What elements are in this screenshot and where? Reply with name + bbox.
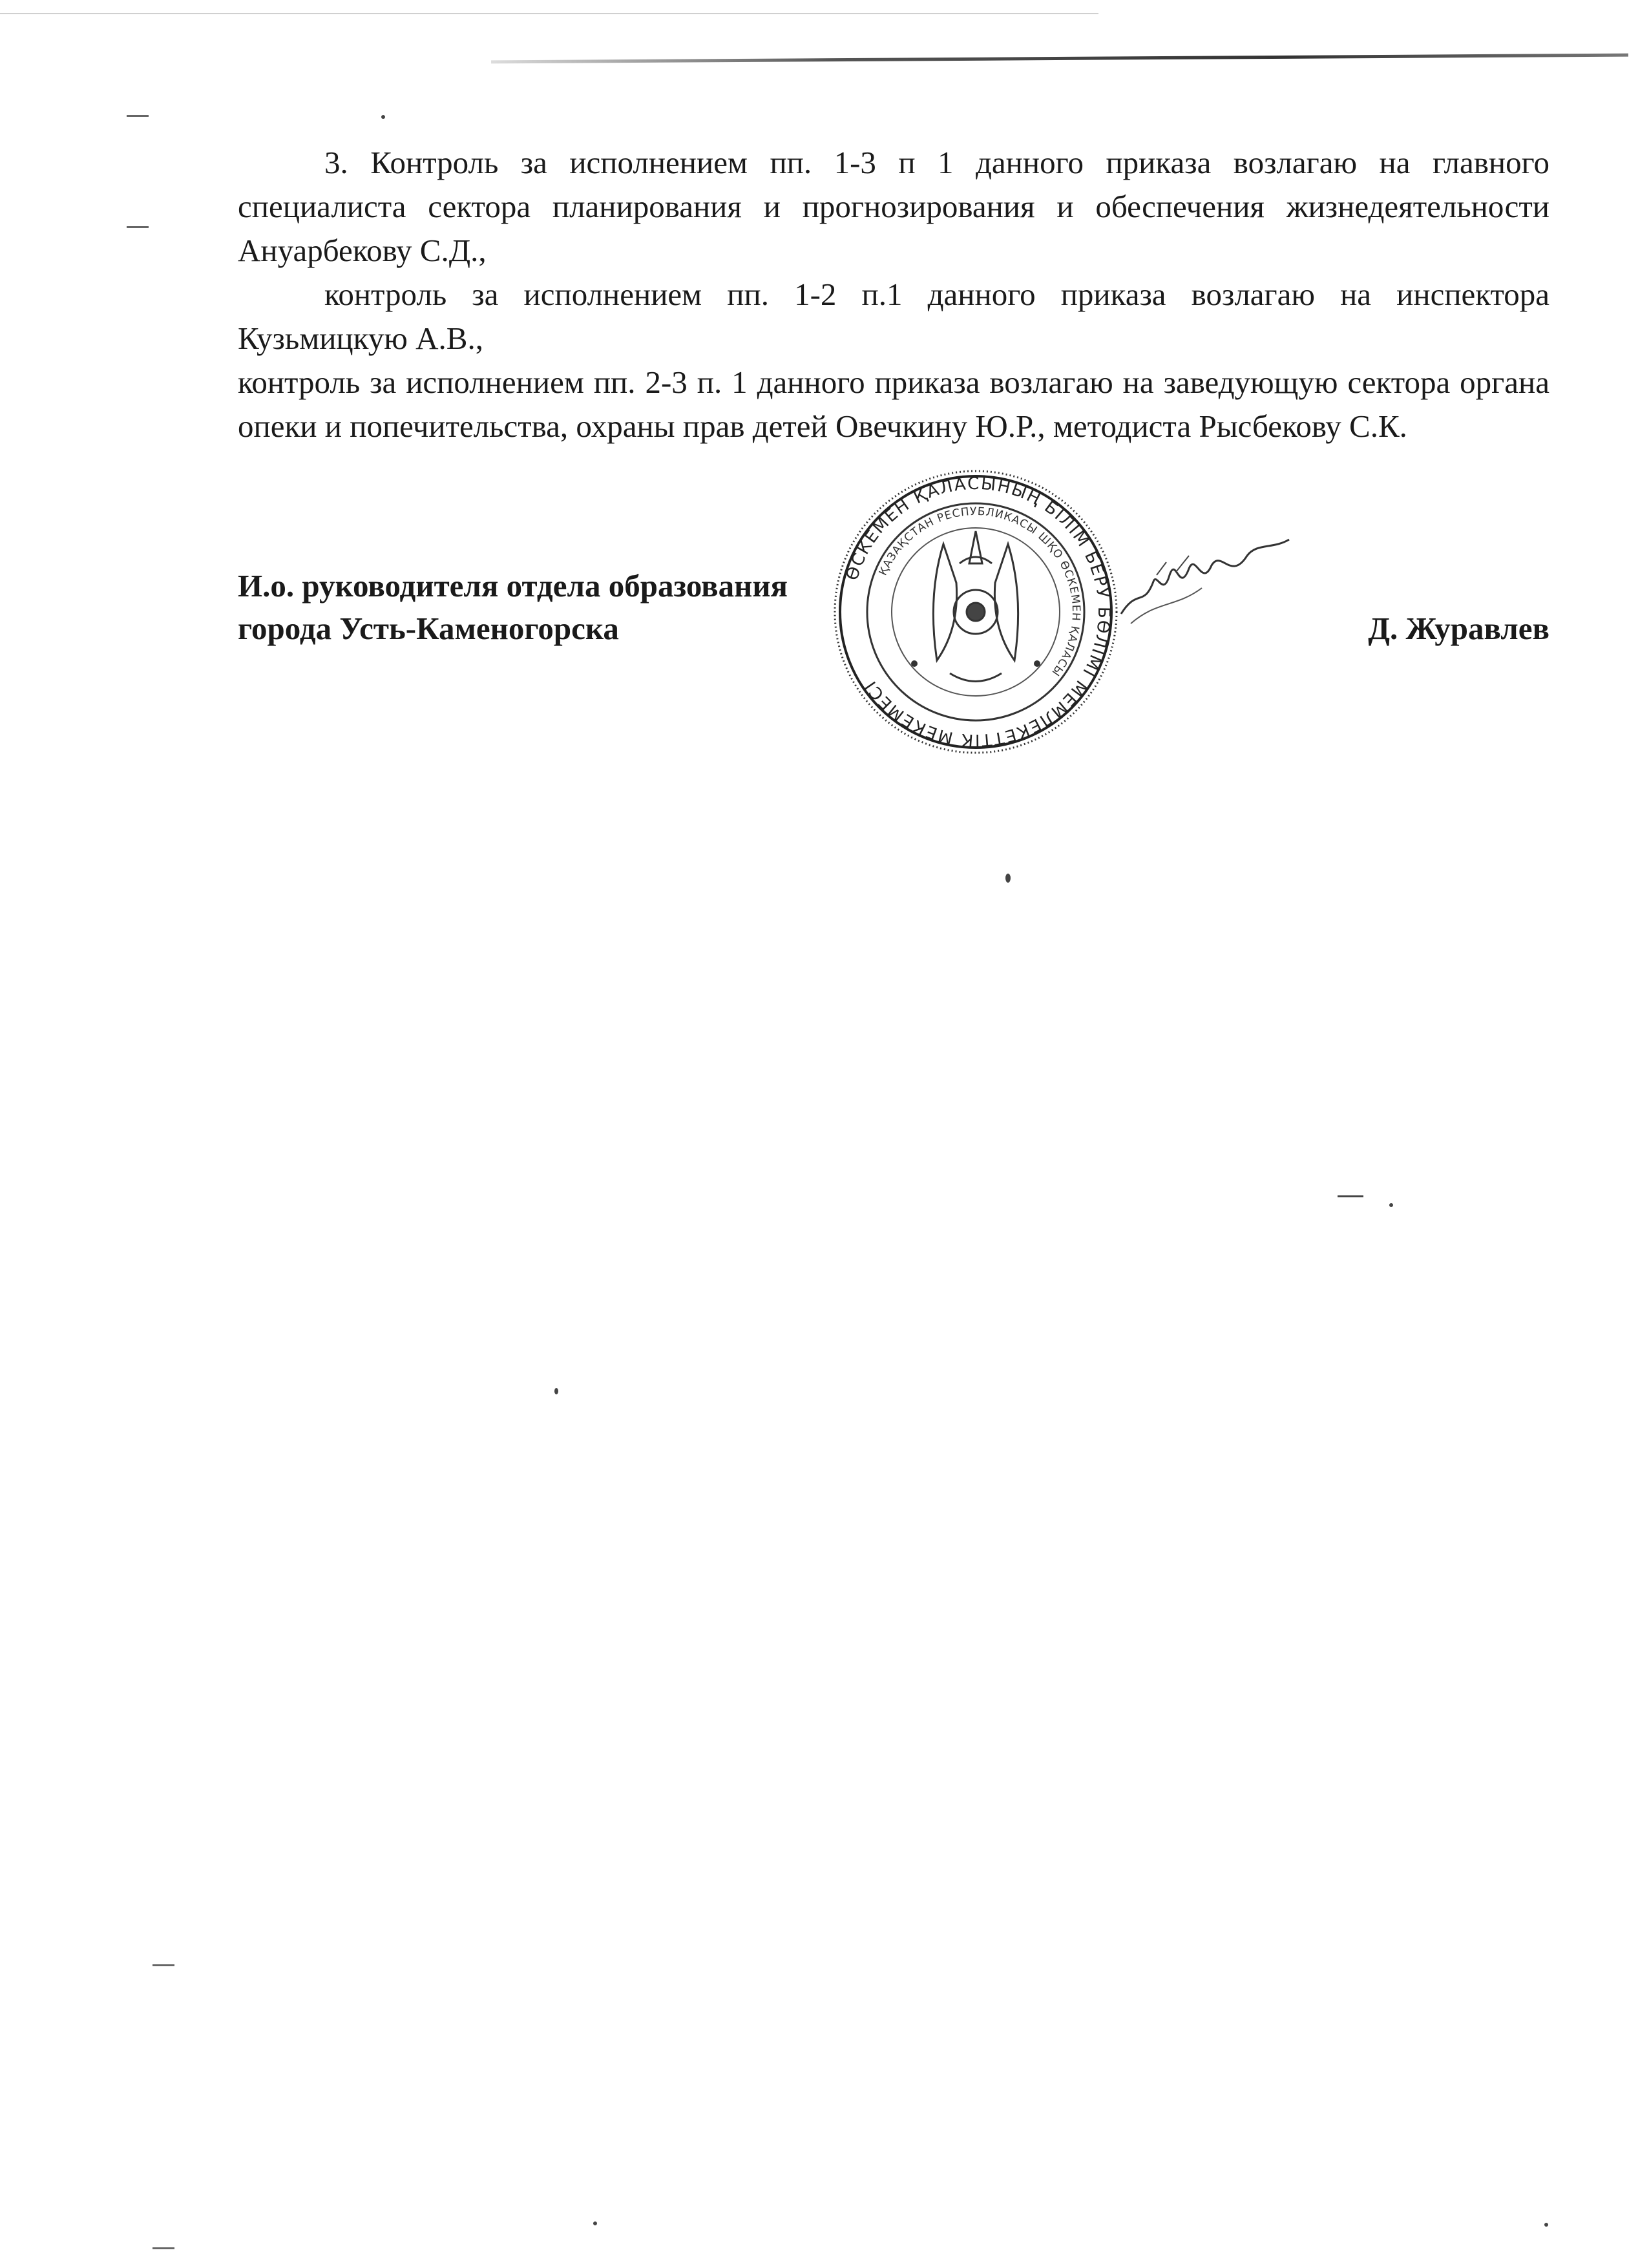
stamp-ornament-icon — [911, 660, 1040, 667]
emblem-icon — [933, 531, 1018, 682]
scan-speck — [1338, 1195, 1363, 1197]
scan-edge-mark — [152, 1964, 174, 1966]
paragraph-control-inspector: контроль за исполнением пп. 1-2 п.1 данного приказа возлагаю на инспектора Кузьмицкую А.В., — [238, 277, 1549, 356]
scan-edge-mark — [127, 115, 149, 117]
paragraph-item-3: 3. Контроль за исполнением пп. 1-3 п 1 данного приказа возлагаю на главного специалиста сектора планирования и прогнозирования и обеспечения жизнедеятельности Ануарбекову С.Д., — [238, 145, 1549, 268]
stamp-outer-text: ӨСКЕМЕН ҚАЛАСЫНЫҢ БІЛІМ БЕРУ БӨЛІМІ МЕМЛЕКЕТТІК МЕКЕМЕСІ — [842, 474, 1114, 750]
scan-speck — [1544, 2223, 1548, 2227]
stamp-inner-text: ҚАЗАҚСТАН РЕСПУБЛИКАСЫ ШҚО ӨСКЕМЕН ҚАЛАСЫ — [876, 505, 1083, 679]
paragraph-control-sector: контроль за исполнением пп. 2-3 п. 1 данного приказа возлагаю на заведующую сектора органа опеки и попечительства, охраны прав детей Овечкину Ю.Р., методиста Рысбекову С.К. — [238, 364, 1549, 444]
scan-speck — [554, 1388, 558, 1394]
signer-name: Д. Журавлев — [1368, 611, 1549, 646]
scan-artifact-line — [491, 54, 1628, 64]
signer-position-line2: города Усть-Каменогорска — [238, 611, 619, 646]
handwritten-signature — [1118, 536, 1292, 633]
scan-speck — [1389, 1203, 1393, 1207]
scan-artifact-line — [0, 13, 1098, 14]
scan-speck — [1005, 874, 1011, 883]
scan-speck — [593, 2221, 597, 2225]
signer-position-line1: И.о. руководителя отдела образования — [238, 568, 788, 604]
scan-edge-mark — [152, 2247, 174, 2249]
scan-speck — [381, 115, 385, 119]
scan-edge-mark — [127, 226, 149, 228]
official-stamp — [830, 467, 1121, 757]
document-body — [238, 141, 1549, 448]
